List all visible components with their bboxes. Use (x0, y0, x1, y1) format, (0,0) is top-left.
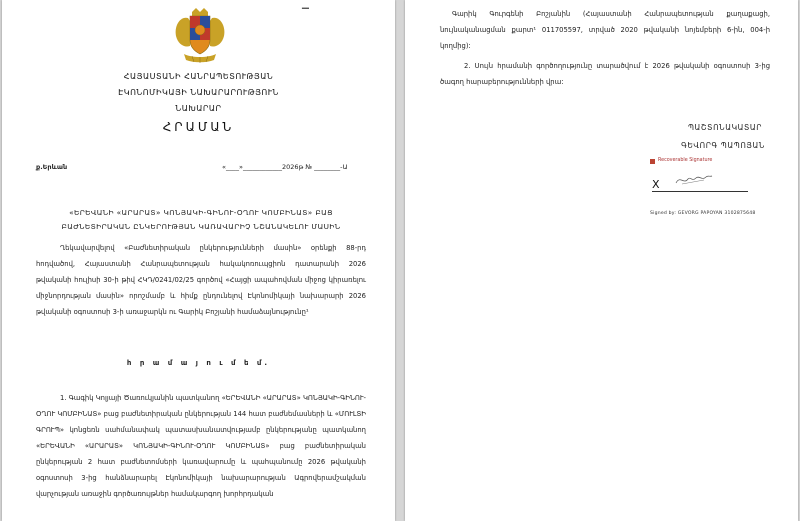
header-order-title: ՀՐԱՄԱՆ (162, 120, 235, 134)
signature-scribble-icon (674, 171, 714, 187)
signature-flag-icon (650, 159, 655, 164)
signature-label: Recoverable Signature (658, 158, 713, 163)
document-page-left (2, 0, 395, 521)
date-number-line: «____»____________2026թ № ________-Ա (222, 163, 348, 171)
signature-line (652, 191, 748, 192)
document-title: «ԵՐԵՎԱՆԻ «ԱՐԱՐԱՏ» ԿՈՆՅԱԿԻ-ԳԻՆՈՒ-ՕՂՈՒ ԿՈՄԲԻՆԱՏ» ԲԱՑ ԲԱԺՆԵՏԻՐԱԿԱՆ ԸՆԿԵՐՈՒԹՅԱՆ ԿԱՌԱՎԱՐԻՉ ՆՇԱՆԱԿԵԼՈՒ ՄԱՍԻՆ (61, 208, 341, 231)
clause-2-paragraph: 2. Սույն հրամանի գործողությունը տարածվում է 2026 թվականի օգոստոսի 3-ից ծագող հարաբերությունների վրա: (440, 62, 770, 86)
header-minister: ՆԱԽԱՐԱՐ (175, 104, 222, 113)
coat-of-arms-emblem (172, 6, 228, 64)
document-page-right (405, 0, 798, 521)
decree-heading: հ ր ա մ ա յ ո ւ մ ե մ. (126, 359, 271, 367)
clause-1-continuation: Գարիկ Գուրգենի Բոշյանին (Հայաստանի Հանրապետության քաղաքացի, նույնականացման քարտ¹ 011705597, տրված 2020 թվականի նոյեմբերի 6-ին, 004-ի կողմից): (440, 10, 770, 50)
clause-1-paragraph: 1. Գագիկ Կոլյայի Ծառուկյանին պատկանող «ԵՐԵՎԱՆԻ «ԱՐԱՐԱՏ» ԿՈՆՅԱԿԻ-ԳԻՆՈՒ-ՕՂՈՒ ԿՈՄԲԻՆԱՏ» բաց բաժնետիրական ընկերության 144 հատ բաժնեմասների և «ՄՈՒԼՏԻ ԳՐՈՒՊ» կոնցեռն սահմանափակ պատասխանատվությամբ ընկերությանը պատկանող «ԵՐԵՎԱՆԻ «ԱՐԱՐԱՏ» ԿՈՆՅԱԿԻ-ԳԻՆՈՒ-ՕՂՈՒ ԿՈՄԲԻՆԱՏ» բաց բաժնետիրական ընկերության 2 հատ բաժնետոմսերի կառավարումը և պահպանումը 2026 թվականի օգոստոսի 3-ից հանձնարարել Էկոնոմիկայի նախարարության Ագրովերամշակման վարչության առաջին գործառույթներ համակարգող խորհրդական (36, 394, 366, 498)
header-ministry: ԷԿՈՆՈՄԻԿԱՅԻ ՆԱԽԱՐԱՐՈՒԹՅՈՒՆ (118, 88, 279, 97)
digital-signature-block[interactable] (650, 157, 770, 195)
signed-by-caption: Signed by: GEVORG PAPOYAN 3102875648 (650, 211, 756, 216)
signer-name: ԳԵՎՈՐԳ ՊԱՊՈՅԱՆ (681, 141, 765, 150)
signature-x-mark: X (652, 178, 660, 191)
preamble-paragraph: Ղեկավարվելով «Բաժնետիրական ընկերությունների մասին» օրենքի 88-րդ հոդվածով, Հայաստանի Հանրապետության հակակոռուպցիոն դատարանի 2026 թվականի հուլիսի 30-ի թիվ ՀԿԴ/0241/02/25 գործով «Հայցի ապահովման միջոց կիրառելու միջնորդության մասին» որոշմամբ և հիմք ընդունելով Էկոնոմիկայի նախարարի 2026 թվականի օգոստոսի 3-ի առաջարկն ու Գարիկ Բոշյանի համաձայնությունը¹ (36, 244, 366, 316)
signer-title: ՊԱՇՏՈՆԱԿԱՏԱՐ (687, 123, 763, 132)
city-label: ք.Երևան (36, 163, 68, 171)
header-country: ՀԱՅԱՍՏԱՆԻ ՀԱՆՐԱՊԵՏՈՒԹՅԱՆ (123, 72, 274, 81)
corner-mark: ▔ (302, 9, 309, 19)
